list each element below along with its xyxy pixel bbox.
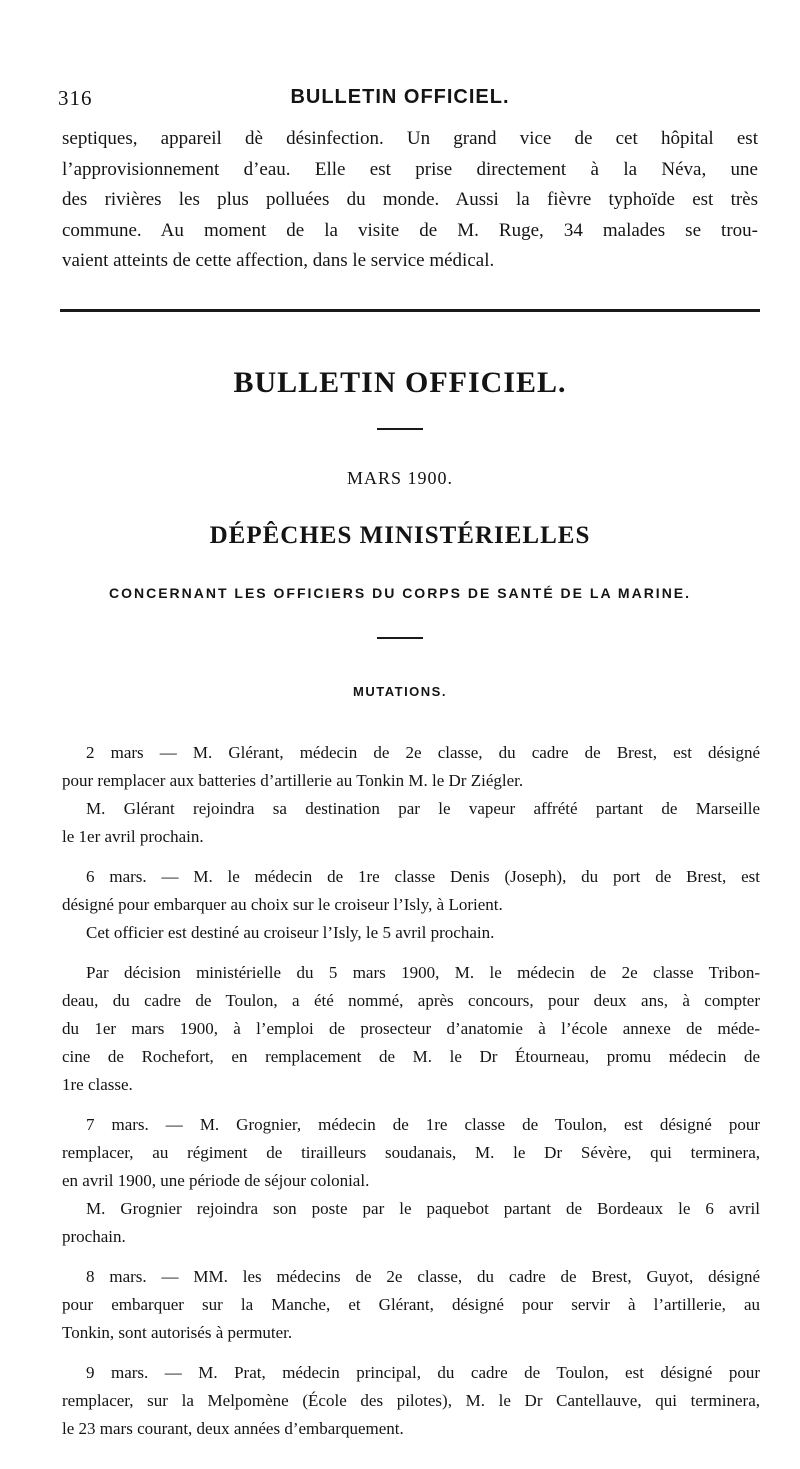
entry-line: du 1er mars 1900, à l’emploi de prosecteur d’anatomie à l’école annexe de méde-	[62, 1019, 760, 1038]
entry-line: 2 mars — M. Glérant, médecin de 2e classe, du cadre de Brest, est désigné	[86, 743, 760, 762]
text-line: des rivières les plus polluées du monde. Aussi la fièvre typhoïde est très	[62, 189, 758, 210]
entry-line: le 23 mars courant, deux années d’embarquement.	[62, 1419, 404, 1438]
entry-line: en avril 1900, une période de séjour colonial.	[62, 1171, 370, 1190]
entry-sub-line: Cet officier est destiné au croiseur l’Isly, le 5 avril prochain.	[86, 923, 495, 942]
main-title: BULLETIN OFFICIEL.	[233, 366, 567, 399]
text-line: septiques, appareil dè désinfection. Un grand vice de cet hôpital est	[62, 128, 758, 149]
subtitle-rule	[377, 637, 423, 639]
entry-sub-line: M. Grognier rejoindra son poste par le paquebot partant de Bordeaux le 6 avril	[86, 1199, 760, 1218]
section-divider	[60, 309, 760, 312]
text-line: commune. Au moment de la visite de M. Ruge, 34 malades se trou-	[62, 219, 758, 241]
dispatch-entry	[62, 1111, 760, 1251]
entry-line: 6 mars. — M. le médecin de 1re classe Denis (Joseph), du port de Brest, est	[86, 867, 760, 886]
running-header	[58, 86, 742, 116]
dispatch-entry	[62, 959, 760, 1099]
entry-sub-line: prochain.	[62, 1227, 126, 1246]
page-number: 316	[58, 86, 93, 110]
text-line: vaient atteints de cette affection, dans le service médical.	[62, 250, 495, 271]
section-subtitle: CONCERNANT LES OFFICIERS DU CORPS DE SANTÉ DE LA MARINE.	[108, 585, 692, 601]
entry-line: désigné pour embarquer au choix sur le croiseur l’Isly, à Lorient.	[62, 895, 503, 914]
running-title: BULLETIN OFFICIEL.	[290, 86, 510, 108]
entry-sub-line: M. Glérant rejoindra sa destination par le vapeur affrété partant de Marseille	[86, 799, 760, 818]
intro-paragraph	[62, 124, 758, 277]
entry-line: 7 mars. — M. Grognier, médecin de 1re classe de Toulon, est désigné pour	[86, 1115, 760, 1134]
entry-line: 1re classe.	[62, 1075, 133, 1094]
dispatch-entry	[62, 1263, 760, 1347]
entry-line: Tonkin, sont autorisés à permuter.	[62, 1323, 293, 1342]
dispatch-entry	[62, 863, 760, 947]
dispatch-entry	[62, 739, 760, 851]
entry-line: deau, du cadre de Toulon, a été nommé, après concours, pour deux ans, à compter	[62, 991, 760, 1010]
section-title: DÉPÊCHES MINISTÉRIELLES	[209, 522, 591, 549]
entry-line: Par décision ministérielle du 5 mars 1900, M. le médecin de 2e classe Tribon-	[86, 963, 760, 982]
title-rule	[377, 428, 423, 430]
entry-line: remplacer, au régiment de tirailleurs soudanais, M. le Dr Sévère, qui terminera,	[62, 1143, 760, 1162]
text-line: l’approvisionnement d’eau. Elle est prise directement à la Néva, une	[62, 158, 758, 180]
dispatch-entry	[62, 1359, 760, 1443]
entry-line: remplacer, sur la Melpomène (École des pilotes), M. le Dr Cantellauve, qui terminera,	[62, 1391, 760, 1410]
entry-line: pour embarquer sur la Manche, et Glérant, désigné pour servir à l’artillerie, au	[62, 1295, 760, 1314]
date-heading: MARS 1900.	[346, 468, 454, 488]
entry-line: 9 mars. — M. Prat, médecin principal, du cadre de Toulon, est désigné pour	[86, 1363, 760, 1382]
entry-line: cine de Rochefort, en remplacement de M. le Dr Étourneau, promu médecin de	[62, 1047, 760, 1066]
entry-sub-line: le 1er avril prochain.	[62, 827, 204, 846]
entry-line: 8 mars. — MM. les médecins de 2e classe, du cadre de Brest, Guyot, désigné	[86, 1267, 760, 1286]
entries-list	[62, 739, 760, 1455]
entry-line: pour remplacer aux batteries d’artillerie au Tonkin M. le Dr Ziégler.	[62, 771, 524, 790]
mutations-heading: MUTATIONS.	[353, 684, 447, 699]
